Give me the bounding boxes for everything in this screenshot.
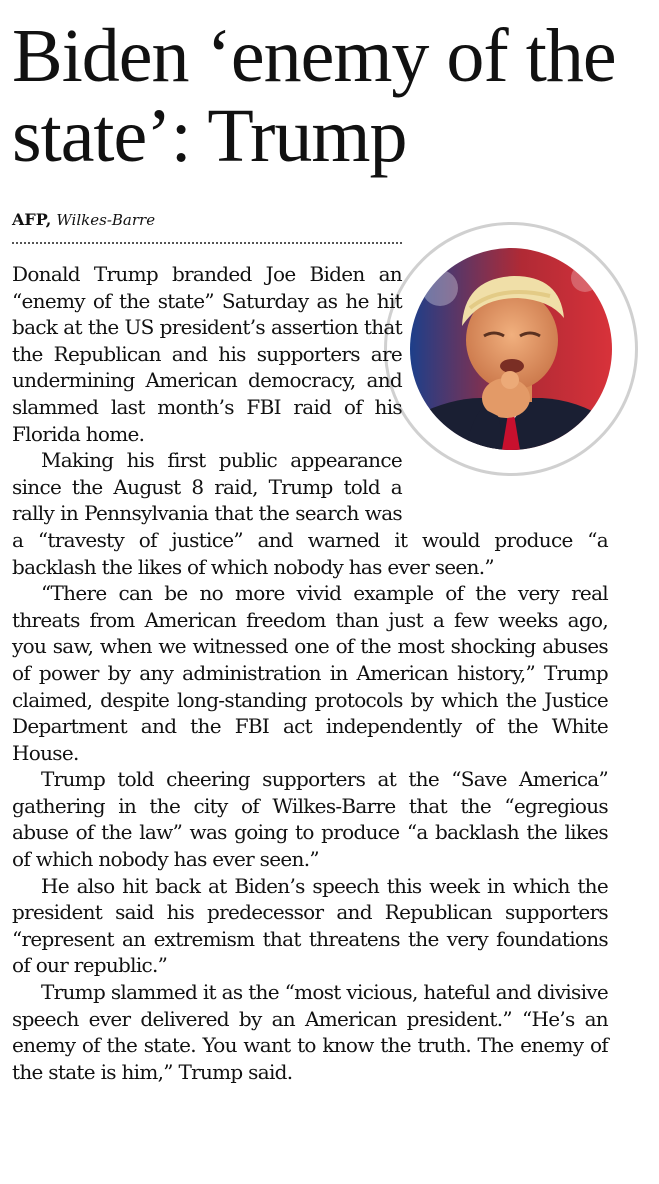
paragraph: Donald Trump branded Joe Biden an “enemy of the state” Saturday as he hit back at the US president’s assertion that the Republican and his supporters are undermining American democracy, and slammed last month’s FBI raid of his Florida home. bbox=[12, 261, 608, 447]
byline-divider bbox=[12, 242, 402, 244]
byline-place: Wilkes-Barre bbox=[56, 211, 156, 229]
paragraph: Trump told cheering supporters at the “Save America” gathering in the city of Wilkes-Barre that the “egregious abuse of the law” was going to produce “a backlash the likes of which nobody has ever seen.” bbox=[12, 767, 608, 872]
photo-wrap-space bbox=[402, 261, 608, 505]
byline bbox=[12, 210, 155, 230]
article-body bbox=[12, 261, 608, 1085]
paragraph: Trump slammed it as the “most vicious, hateful and divisive speech ever delivered by an American president.” “He’s an enemy of the state. You want to know the truth. The enemy of the state is him,” Trump said. bbox=[12, 980, 608, 1084]
paragraph: “There can be no more vivid example of the very real threats from American freedom than just a few weeks ago, you saw, when we witnessed one of the most shocking abuses of power by any administration in American history,” Trump claimed, despite long-standing protocols by which the Justice Department and the FBI act independently of the White House. bbox=[12, 581, 608, 765]
paragraph: He also hit back at Biden’s speech this week in which the president said his predecessor and Republican supporters “represent an extremism that threatens the very foundations of our republic.” bbox=[12, 873, 608, 978]
headline: Biden ‘enemy of the state’: Trump bbox=[12, 14, 616, 178]
paragraph: Making his first public appearance since the August 8 raid, Trump told a rally in Pennsylvania that the search was a “travesty of justice” and warned it would produce “a backlash the likes of which nobody has ever seen.” bbox=[12, 448, 608, 579]
byline-agency: AFP, bbox=[12, 210, 52, 229]
